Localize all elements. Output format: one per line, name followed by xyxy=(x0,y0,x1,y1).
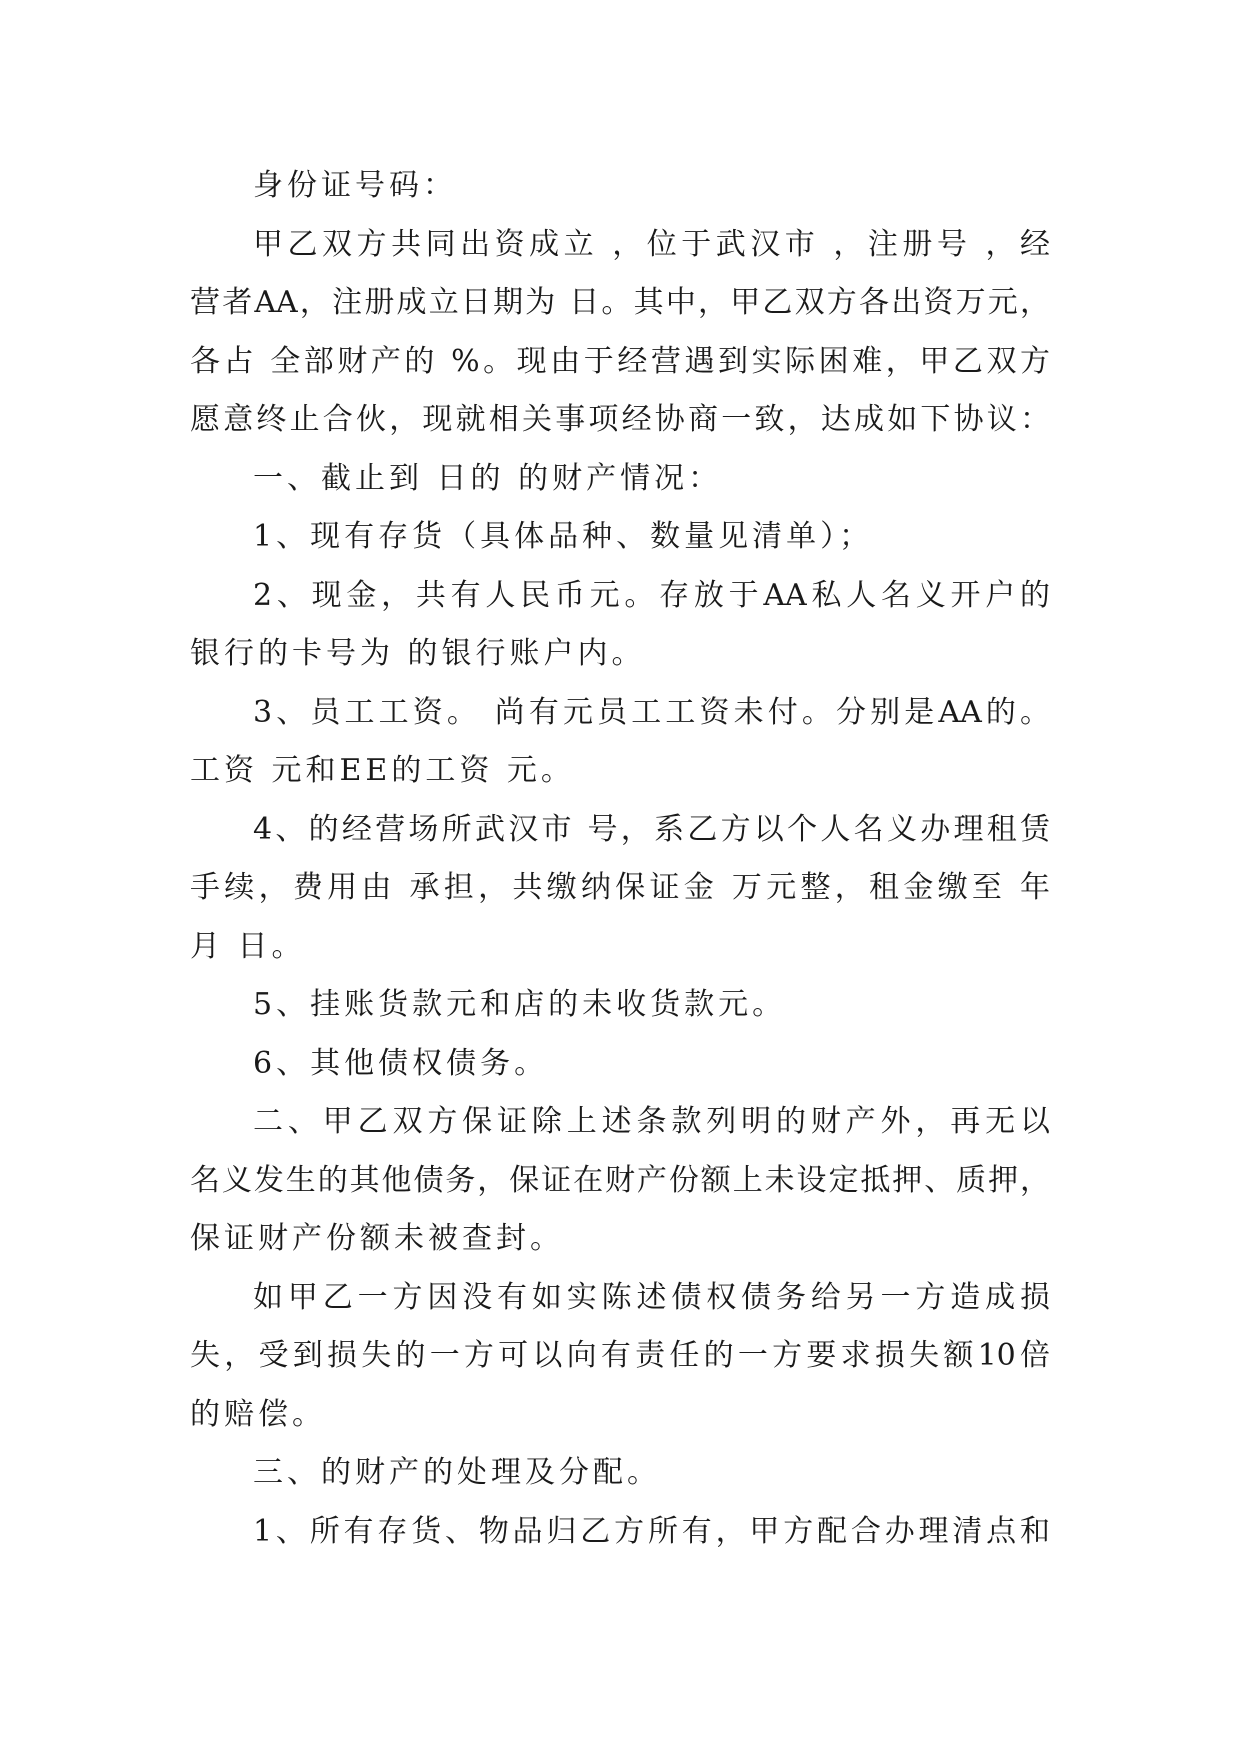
section-heading-3: 三、的财产的处理及分配。 xyxy=(253,1455,661,1490)
list-item: 2、现金，共有人民币元。存放于AA私人名义开户的 xyxy=(253,577,1050,613)
paragraph-line: 失，受到损失的一方可以向有责任的一方要求损失额10倍 xyxy=(190,1338,1050,1373)
list-item: 3、员工工资。 尚有元员工工资未付。分别是AA的。 xyxy=(253,694,1050,730)
paragraph-line: 营者AA，注册成立日期为 日。其中，甲乙双方各出资万元， xyxy=(190,285,1050,320)
list-item-continuation: 工资 元和EE的工资 元。 xyxy=(190,753,575,788)
section-heading-2: 二、甲乙双方保证除上述条款列明的财产外，再无以 xyxy=(253,1104,1050,1139)
id-number-line: 身份证号码： xyxy=(253,168,457,203)
list-item: 5、挂账货款元和店的未收货款元。 xyxy=(253,987,787,1022)
list-item-continuation: 月 日。 xyxy=(190,928,306,964)
paragraph-line: 的赔偿。 xyxy=(190,1396,326,1432)
list-item: 4、的经营场所武汉市 号，系乙方以个人名义办理租赁 xyxy=(253,811,1050,847)
list-item: 1、所有存货、物品归乙方所有，甲方配合办理清点和 xyxy=(253,1513,1050,1549)
document-body xyxy=(190,157,1050,1561)
list-item-continuation: 银行的卡号为 的银行账户内。 xyxy=(190,636,646,671)
section-heading-1: 一、截止到 日的 的财产情况： xyxy=(253,460,723,496)
paragraph-line: 名义发生的其他债务，保证在财产份额上未设定抵押、质押， xyxy=(190,1162,1050,1198)
paragraph-line: 保证财产份额未被查封。 xyxy=(190,1221,564,1256)
list-item: 6、其他债权债务。 xyxy=(253,1045,549,1081)
paragraph-line: 愿意终止合伙，现就相关事项经协商一致，达成如下协议： xyxy=(190,402,1050,437)
list-item-continuation: 手续，费用由 承担，共缴纳保证金 万元整，租金缴至 年 xyxy=(190,870,1050,905)
paragraph-line: 如甲乙一方因没有如实陈述债权债务给另一方造成损 xyxy=(253,1279,1050,1315)
paragraph-line: 甲乙双方共同出资成立 ，位于武汉市 ，注册号 ，经 xyxy=(253,226,1050,262)
paragraph-line: 各占 全部财产的 %。现由于经营遇到实际困难，甲乙双方 xyxy=(190,343,1050,379)
list-item: 1、现有存货（具体品种、数量见清单）； xyxy=(253,519,874,554)
